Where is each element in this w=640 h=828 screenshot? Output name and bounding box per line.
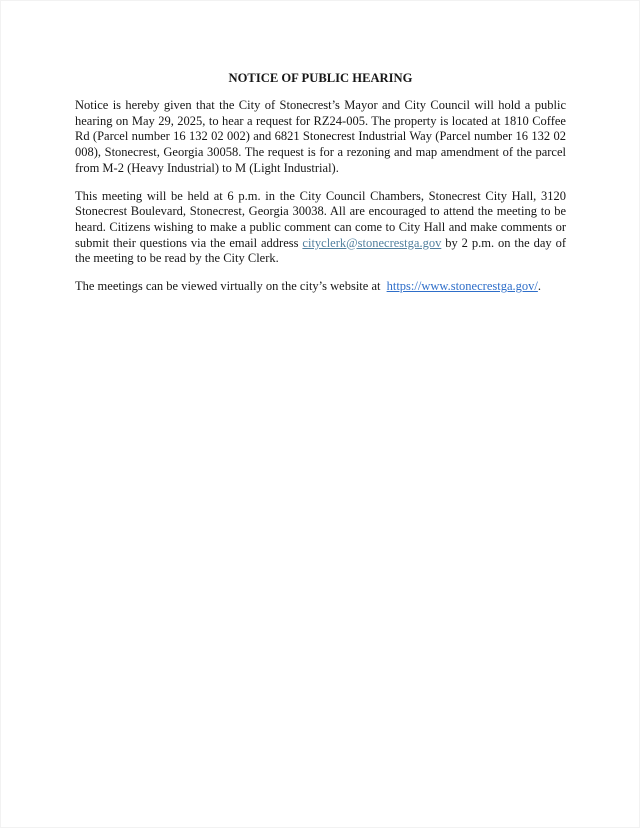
email-link[interactable]: cityclerk@stonecrestga.gov bbox=[302, 235, 442, 250]
website-link[interactable]: https://www.stonecrestga.gov/ bbox=[386, 279, 538, 294]
text-run: by 2 p.m. on the day of the meeting to be read by the City Clerk. bbox=[75, 235, 566, 266]
text-run: Notice is hereby given that the City of Stonecrest’s Mayor and City Council will hold a public hearing on May 29, 2025, to hear a request for RZ24-005. The property is located at 1810 Coffee Rd (Parcel number 16 132 02 002) and 6821 Stonecrest Industrial Way (Parcel number 16 132 02 008), Stonecrest, Georgia 30058. The request is for a rezoning and map amendment of the parcel from M-2 (Heavy Industrial) to M (Light Industrial). bbox=[75, 98, 566, 175]
text-run: . bbox=[537, 279, 541, 294]
document-body bbox=[75, 98, 566, 295]
paragraph-1 bbox=[75, 98, 566, 177]
text-run: The meetings can be viewed virtually on the city’s website at bbox=[75, 279, 384, 294]
paragraph-2 bbox=[75, 189, 566, 268]
paragraph-3 bbox=[75, 279, 566, 295]
document-title: NOTICE OF PUBLIC HEARING bbox=[228, 71, 413, 85]
text-run: This meeting will be held at 6 p.m. in the City Council Chambers, Stonecrest City Hall, 3120 Stonecrest Boulevard, Stonecrest, Georgia 30038. All are encouraged to attend the meeting to be heard. Citizens wishing to make a public comment can come to City Hall and make comments or submit their questions via the email address bbox=[75, 188, 566, 250]
